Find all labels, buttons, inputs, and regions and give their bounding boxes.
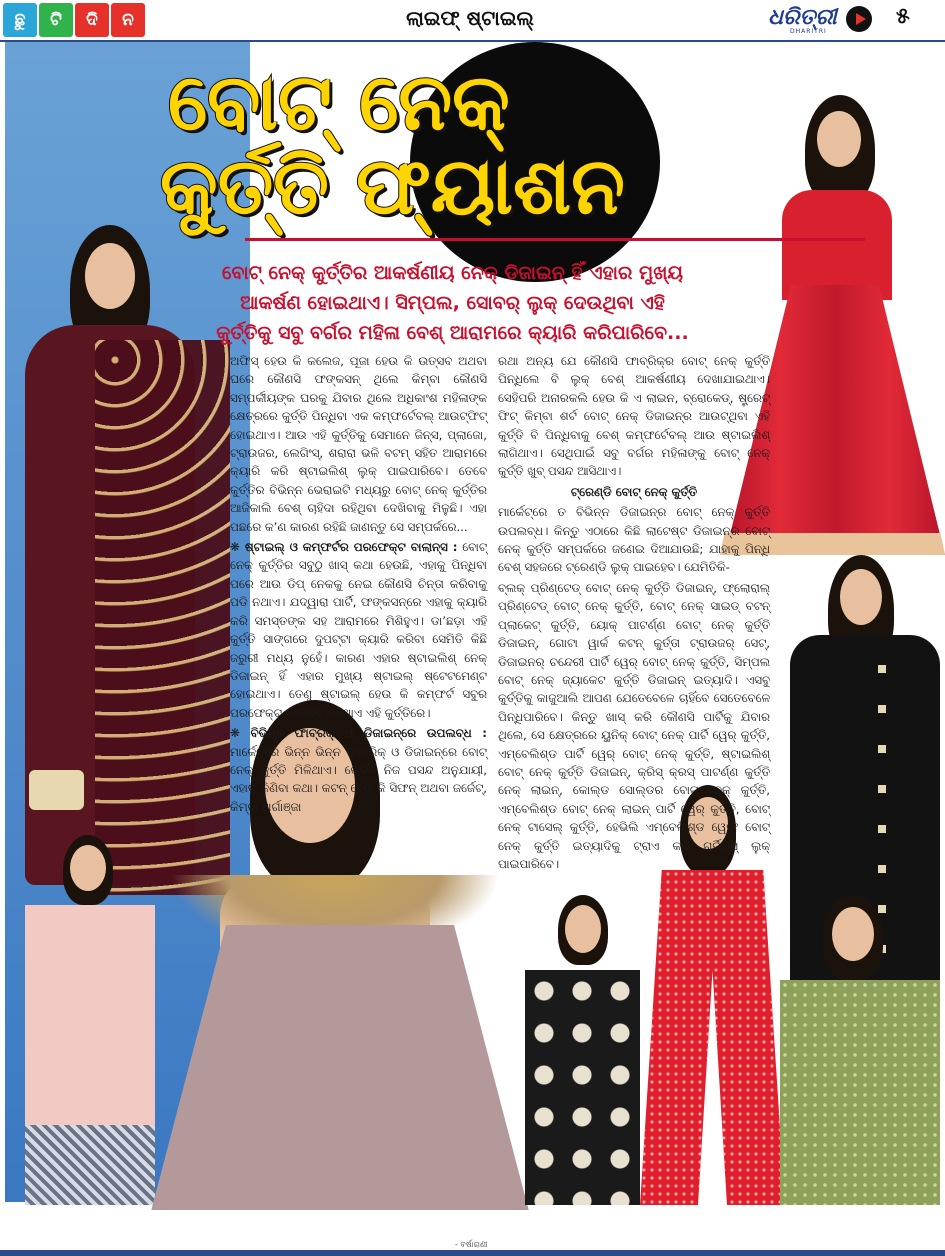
- article-column-2: [498, 352, 770, 875]
- article-title-line2: କୁର୍ତ୍ତି ଫ୍ୟାଶନ: [160, 142, 625, 232]
- subsection-heading: ❋ ବିଭିନ୍ନ ଫାବ୍ରିକ୍‌ ଓ ଡିଜାଇନ୍‌ରେ ଉପଲବ୍ଧ :: [230, 726, 487, 741]
- article-paragraph: ବୋଟ୍‌ ନେକ୍‌ କୁର୍ତ୍ତିର ସବୁଠୁ ଖାସ୍‌ କଥା ହେଉଛି, ଏହାକୁ ପିନ୍ଧିବା ପରେ ଆଉ ଡିପ୍‌ ନେକକୁ ନେଇ କୌଣସି ଚିନ୍ତା କରିବାକୁ ପଡି ନଥାଏ। ଯଦ୍ୱାରା ପାର୍ଟି, ଫଙ୍କସନ୍‌ରେ ଏହାକୁ କ୍ୟାରି କରି ସମସ୍ତଙ୍କ ସହ ଆରାମରେ ମିଶିହୁଏ। ଡା’ଛଡ଼ା ଏହି କୁର୍ତ୍ତି ସାଙ୍ଗରେ ଦୁପଟ୍ଟା କ୍ୟାରି କରିବା ସେମିତି କିଛି ଜରୁରୀ ମଧ୍ୟ ନୁହେଁ। କାରଣ ଏହାର ଷ୍ଟାଇଲିଶ୍‌ ନେକ୍‌ ଡିଜାଇନ୍‌ ହିଁ ଏହାର ମୁଖ୍ୟ ଷ୍ଟାଇଲ୍‌ ଷ୍ଟେଟମେଣ୍ଟ ହୋଇଥାଏ। ତେଣୁ ଷ୍ଟାଇଲ୍‌ ହେଉ କି କମ୍ଫର୍ଟ ସବୁର ପରଫେକ୍ଟ ବାଲାନ୍ସ ରହିଥାଏ ଏହି କୁର୍ତ୍ତିରେ।: [230, 540, 488, 720]
- title-divider: [245, 238, 865, 241]
- page-header: [0, 0, 945, 42]
- newspaper-brand-sub: DHARITRI: [790, 28, 827, 35]
- model-pink-kurti-image: [5, 835, 165, 1205]
- page-number: ୫: [896, 4, 910, 29]
- footer-divider: [0, 1250, 945, 1256]
- section-title: ଲାଇଫ୍‌ ଷ୍ଟାଇଲ୍: [406, 6, 534, 30]
- article-paragraph: ମାର୍କେଟ୍‌ରେ ଭିନ୍ନ ଭିନ୍ନ ଫାବ୍ରିକ୍‌ ଓ ଡିଜାଇନ୍‌ରେ ବୋଟ୍‌ ନେକ୍‌ କୁର୍ତ୍ତି ମିଳିଥାଏ। କେବଳ ନିଜ ପସନ୍ଦ ଅନୁଯାୟୀ, ଏହାକୁ କିଣିବା କଥା। କଟନ୍‌ ହେଉ କି ସିଫନ୍‌ ଅଥବା ଜର୍ଜେଟ୍‌, କିମ୍ବା ଅର୍ଗାଞ୍ଜା: [230, 744, 487, 814]
- logo-letter-3: ଦି: [75, 3, 109, 37]
- article-title-line1: ବୋଟ୍‌ ନେକ୍‌: [168, 58, 510, 148]
- model-olive-kurti-image: [775, 895, 945, 1205]
- newspaper-brand: ଧରିତ୍ରୀ: [768, 4, 837, 30]
- subsection-heading: ଟ୍ରେଣ୍ଡି ବୋଟ୍‌ ନେକ୍‌ କୁର୍ତ୍ତି: [570, 484, 698, 499]
- article-column-1: [230, 352, 487, 818]
- article-credit: - ବର୍ଷାରାଣୀ: [455, 1240, 488, 1249]
- article-subheading: ବୋଟ୍‌ ନେକ୍‌ କୁର୍ତ୍ତିର ଆକର୍ଷଣୀୟ ନେକ୍‌ ଡିଜାଇନ୍‌ ହିଁ ଏହାର ମୁଖ୍ୟ ଆକର୍ଷଣ ହୋଇଥାଏ। ସିମ୍ପଲ, ସୋବର୍‌ ଲୁକ୍‌ ଦେଉଥିବା ଏହି କୁର୍ତ୍ତିକୁ ସବୁ ବର୍ଗର ମହିଳା ବେଶ୍‌ ଆରାମରେ କ୍ୟାରି କରିପାରିବେ...: [216, 262, 689, 344]
- article-paragraph: ଅଫିସ୍‌ ହେଉ କି କଲେଜ, ପୂଜା ହେଉ କି ଉତ୍ସବ ଅଥବା ଘରେ କୌଣସି ଫଙ୍କସନ୍‌ ଥିଲେ କିମ୍ବା କୌଣସି ସମ୍ପର୍କୀୟଙ୍କ ଘରକୁ ଯିବାର ଥିଲେ ଅଧିକାଂଶ ମହିଳାଙ୍କ କ୍ଷେତ୍ରରେ କୁର୍ତ୍ତି ପିନ୍ଧିବା ଏକ କମ୍ଫର୍ଟେବଲ୍‌ ଆଉଟ୍‌ଫିଟ୍‌ ହୋଇଥାଏ। ଆଉ ଏହି କୁର୍ତ୍ତିକୁ ସେମାନେ ଜିନ୍ସ, ପ୍ଲାଜୋ, ଟ୍ରାଉଜର, ଲେଗିଂସ୍‌, ଶରାରା ଭଳି ବଟମ୍‌ ସହିତ ଆରାମରେ କ୍ୟାରି କରି ଷ୍ଟାଇଲିଶ୍‌ ଲୁକ୍‌ ପାଇପାରିବେ। ତେବେ କୁର୍ତ୍ତିର ବିଭିନ୍ନ ଭେରାଇଟି ମଧ୍ୟରୁ ବୋଟ୍‌ ନେକ୍‌ କୁର୍ତ୍ତିର ଆଜିକାଲି ବେଶ୍‌ ଚାହିଦା ରହିଥିବା ଦେଖିବାକୁ ମିଳୁଛି। ଏହା ପଛରେ କ’ଣ କାରଣ ରହିଛି ଜାଣନ୍ତୁ ସେ ସମ୍ପର୍କରେ...: [230, 354, 487, 534]
- logo-letter-4: ନ: [111, 3, 145, 37]
- model-black-gold-kurti-image: [520, 895, 645, 1205]
- logo-letter-1: ଛୁ: [3, 3, 37, 37]
- article-paragraph: ବ୍ଲକ୍‌ ପ୍ରିଣ୍ଟେଡ୍‌ ବୋଟ୍‌ ନେକ୍‌ କୁର୍ତ୍ତି ଡିଜାଇନ୍‌, ଫ୍ଲୋରାଲ୍‌ ପ୍ରିଣ୍ଟେଡ୍‌ ବୋଟ୍‌ ନେକ୍‌ କୁର୍ତ୍ତି, ବୋଟ୍‌ ନେକ୍‌ ସାଇଡ୍‌ ବଟନ୍‌ ପ୍ଲାକେଟ୍‌ କୁର୍ତ୍ତି, ୟୋକ୍‌ ପାଟର୍ଣ୍ଣ ବୋଟ୍‌ ନେକ୍‌ କୁର୍ତ୍ତି ଡିଜାଇନ୍‌, ଗୋଟା ୱାର୍କ କଟନ୍‌ କୁର୍ତ୍ତା ଟ୍ରାଉଜର୍‌ ସେଟ୍‌, ଡିଜାଇନର୍‌ ଚନ୍ଦେରୀ ପାର୍ଟି ୱେର୍‌ ବୋଟ୍‌ ନେକ୍‌ କୁର୍ତ୍ତି, ସିମ୍ପଲ ବୋଟ୍‌ ନେକ୍‌ ଜ୍ୟାକେଟ କୁର୍ତ୍ତି ଡିଜାଇନ୍‌ ଇତ୍ୟାଦି। ଏସବୁ କୁର୍ତ୍ତିକୁ କାଜୁଆଲି ଆପଣ ଯେତେବେଳେ ଚାହିଁବେ ସେତେବେଳେ ପିନ୍ଧିପାରିବେ। କିନ୍ତୁ ଖାସ୍‌ କରି କୌଣସି ପାର୍ଟିକୁ ଯିବାର ଥିଲେ, ସେ କ୍ଷେତ୍ରରେ ୟୁନିକ୍‌ ବୋଟ୍‌ ନେକ୍‌ ପାର୍ଟି ୱେର୍‌ କୁର୍ତ୍ତି, ଏମ୍ବେଲିଶ୍‌ଡ ପାର୍ଟି ୱେର୍‌ ବୋଟ୍‌ ନେକ୍‌ କୁର୍ତ୍ତି, ଷ୍ଟାଇଲିଶ୍‌ ବୋଟ୍‌ ନେକ୍‌ କୁର୍ତ୍ତି ଡିଜାଇନ୍‌, କ୍ରିସ୍‌ କ୍ରସ୍‌ ପାଟର୍ଣ୍ଣ କୁର୍ତ୍ତି ନେକ୍‌ ଲାଇନ୍‌, କୋଲ୍ଡ ସୋଲ୍ଡର ବୋଟ୍‌ ନେକ୍‌ କୁର୍ତ୍ତି, ଏମ୍ବେଲିଶ୍‌ଡ ବୋଟ୍‌ ନେକ୍‌ ଲାଇନ୍‌ ପାର୍ଟି ୱେର୍‌ କୁର୍ତ୍ତି, ବୋଟ୍‌ ନେକ୍‌ ଟାସେଲ୍‌ କୁର୍ତ୍ତି, ହେଭିଲି ଏମ୍ବେଲିଶ୍‌ଡ ୱେଡିଂ ବୋଟ୍‌ ନେକ୍‌ କୁର୍ତ୍ତି ଇତ୍ୟାଦିକୁ ଟ୍ରାଏ କରି ଗର୍ଜିୟସ୍‌ ଲୁକ୍‌ ପାଇପାରିବେ।: [498, 580, 770, 871]
- subsection-heading: ❋ ଷ୍ଟାଇଲ୍‌ ଓ କମ୍ଫର୍ଟର ପରଫେକ୍ଟ ବାଲାନ୍ସ :: [230, 540, 458, 555]
- article-paragraph: ରଥା ଅନ୍ୟ ଯେ କୌଣସି ଫାବ୍ରିକ୍‌ର ବୋଟ୍‌ ନେକ୍‌ କୁର୍ତ୍ତି ପିନ୍ଧିଲେ ବି ଲୁକ୍‌ ବେଶ୍‌ ଆକର୍ଷଣୀୟ ଦେଖାଯାଇଥାଏ। ସେହିପରି ଅନାରକଲି ହେଉ କି ଏ ଲାଇନ, ବ୍ରୋକେଡ୍‌, ଷ୍ଟ୍ରେଟ୍‌ ଫିଟ୍‌ କିମ୍ବା ଶର୍ଟ ବୋଟ୍‌ ନେକ୍‌ ଡିଜାଇନ୍‌ର ଆଉଟ୍‌ଥିବା ଏହି କୁର୍ତ୍ତି ବି ପିନ୍ଧିବାକୁ ବେଶ୍‌ କମ୍ଫର୍ଟେବଲ୍‌ ଆଉ ଷ୍ଟାଇଲିଶ୍‌ ଲାଗିଥାଏ। ସେଥିପାଇଁ ସବୁ ବର୍ଗର ମହିଳାଙ୍କୁ ବୋଟ୍‌ ନେକ୍‌ କୁର୍ତ୍ତି ଖୁବ୍‌ ପସନ୍ଦ ଆସିଥାଏ।: [498, 354, 770, 479]
- play-icon: [846, 6, 872, 32]
- article-paragraph: ମାର୍କେଟ୍‌ରେ ତ ବିଭିନ୍ନ ଡିଜାଇନ୍‌ର ବୋଟ୍‌ ନେକ୍‌ କୁର୍ତ୍ତି ଉପଲବ୍ଧ। କିନ୍ତୁ ଏଠାରେ କିଛି ଲାଟେଷ୍ଟ ଡିଜାଇନ୍‌ର ବୋଟ୍‌ ନେକ୍‌ କୁର୍ତ୍ତି ସମ୍ପର୍କରେ ଜଣେଇ ଦିଆଯାଉଛି; ଯାହାକୁ ପିନ୍ଧି ବେଶ୍‌ ସହଜରେ ଟ୍ରେଣ୍ଡି ଲୁକ୍‌ ପାଇହେବ। ଯେମିତିକି-: [498, 505, 770, 575]
- logo-letter-2: ଟି: [39, 3, 73, 37]
